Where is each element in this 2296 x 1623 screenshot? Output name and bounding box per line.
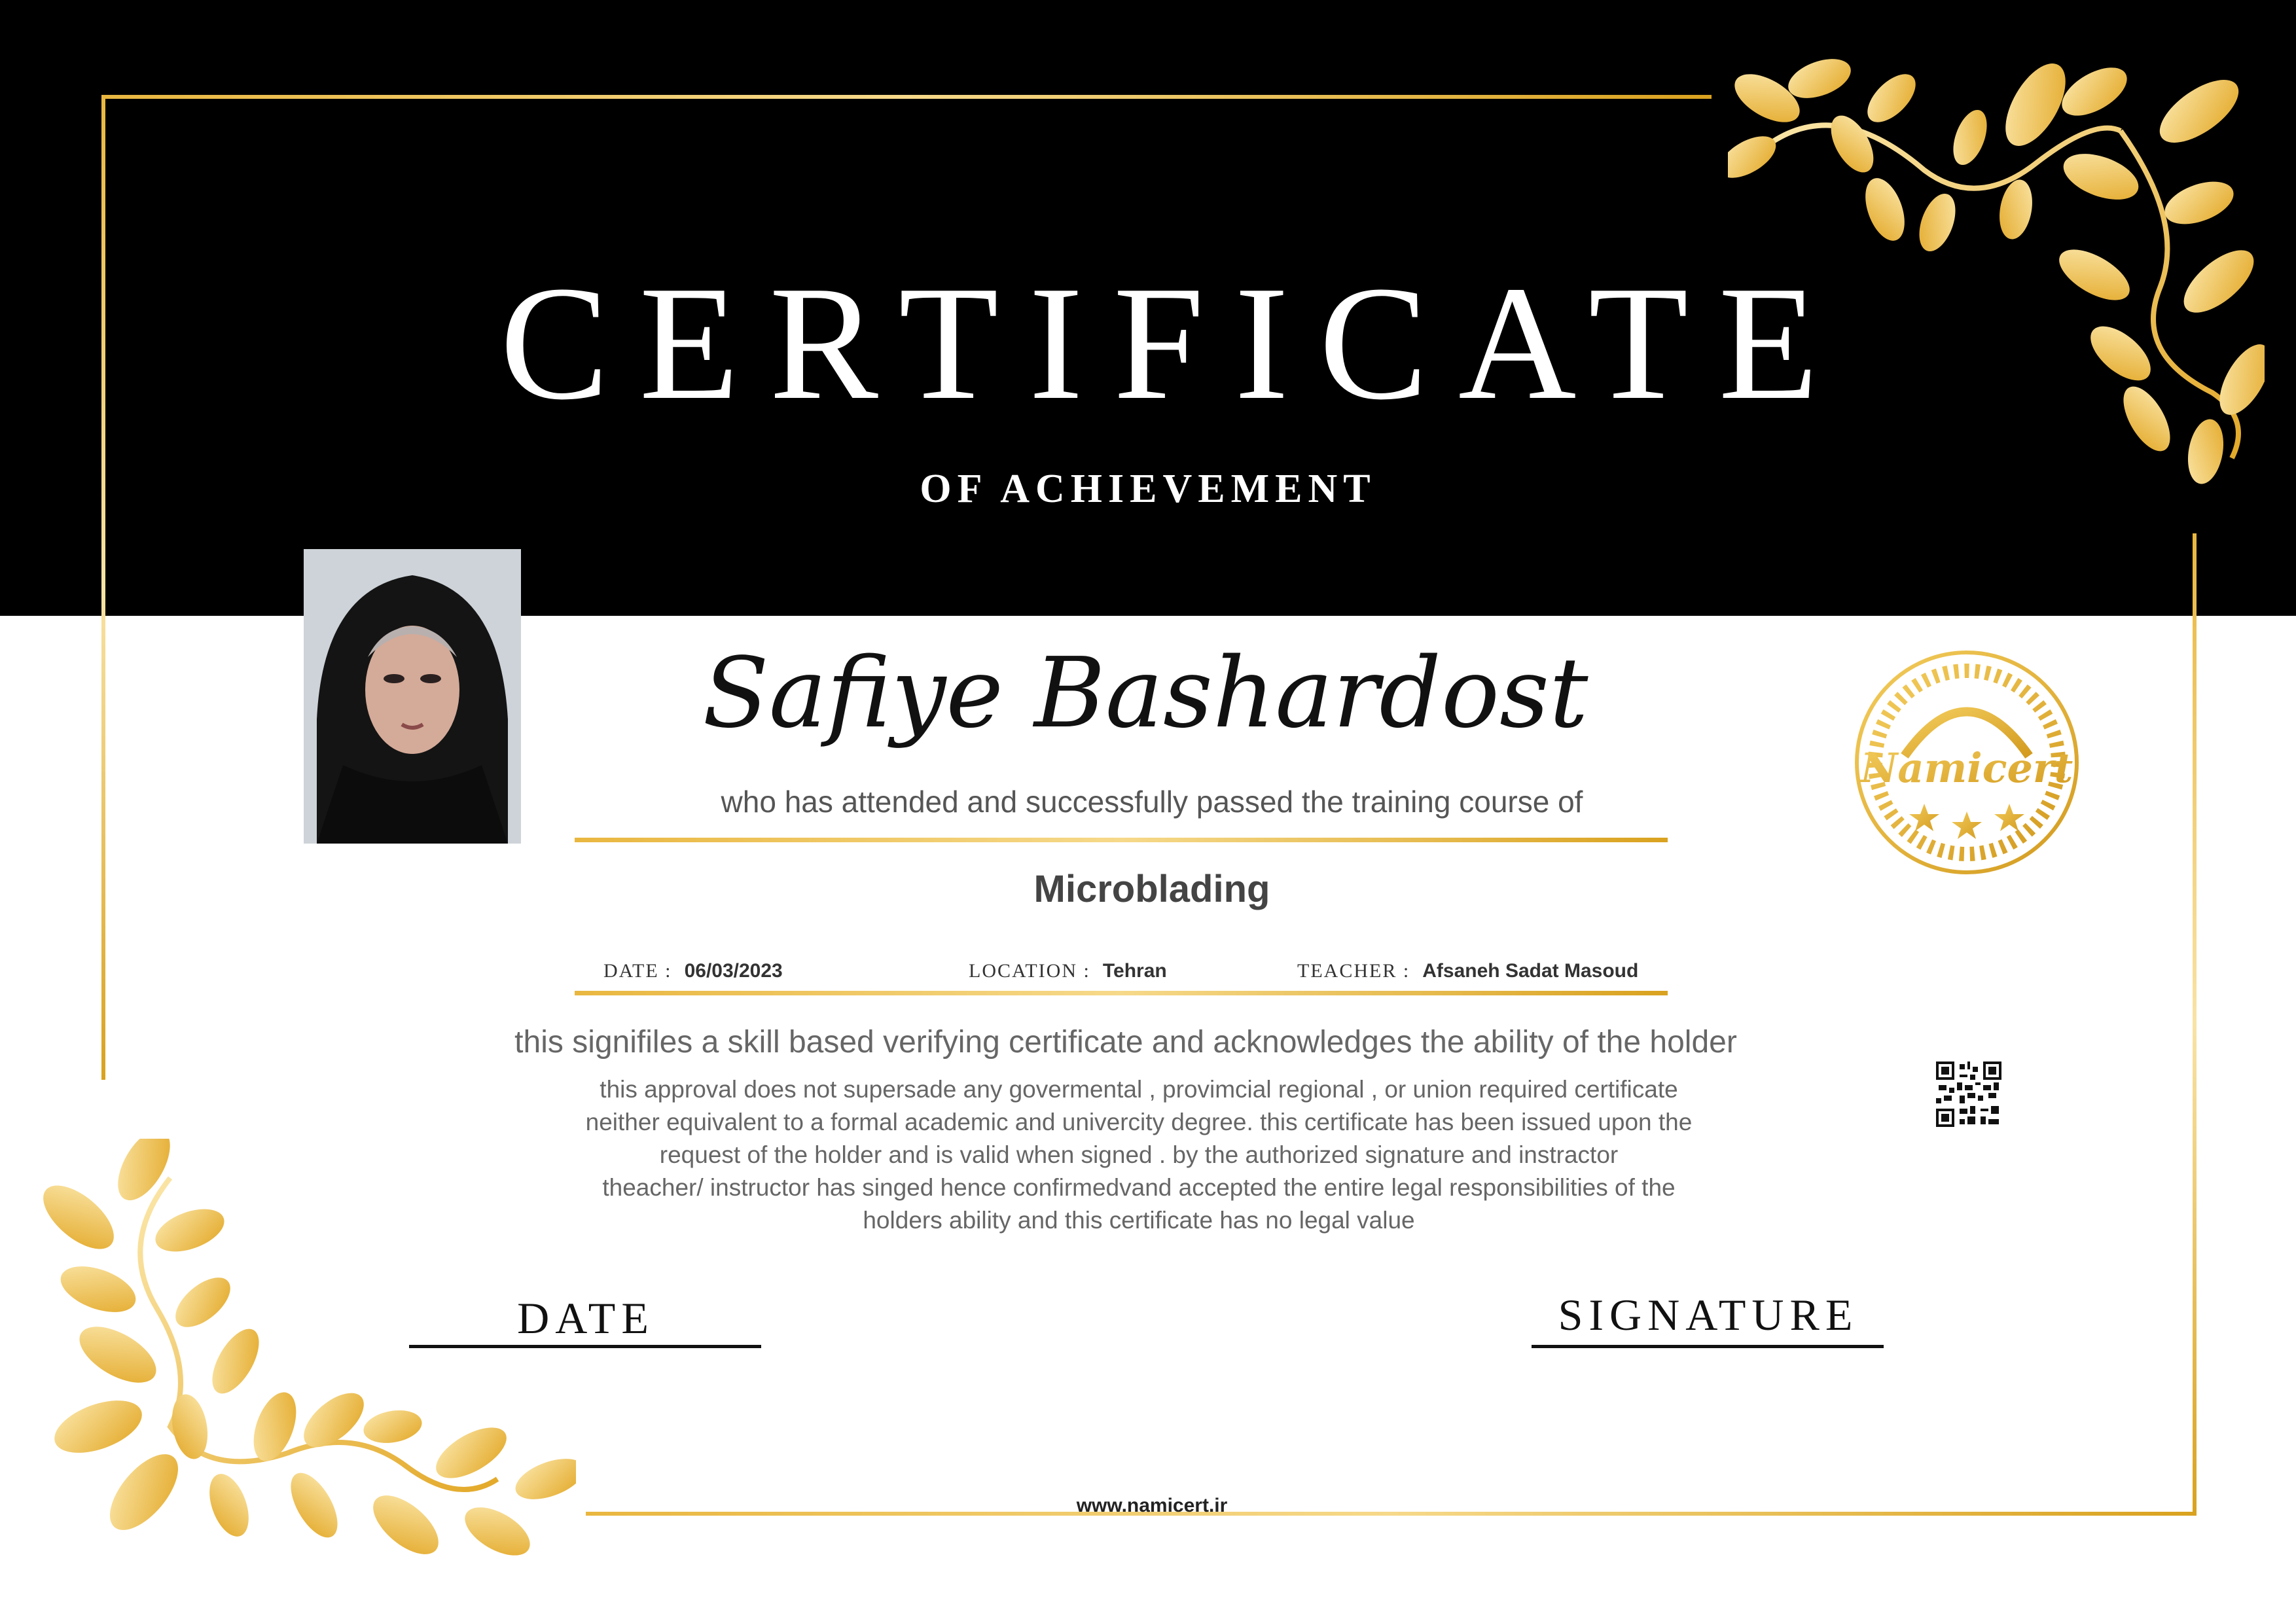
legal-line: theacher/ instructor has singed hence confirmedvand accepted the entire legal responsibilities of the — [602, 1174, 1676, 1201]
gold-leaves-icon — [39, 1139, 576, 1584]
qr-code-graphic — [1936, 1061, 2001, 1127]
holder-photo — [304, 549, 521, 844]
signature-rule — [1532, 1345, 1884, 1348]
date-value: 06/03/2023 — [684, 960, 783, 982]
qr-code-icon[interactable] — [1936, 1061, 2001, 1127]
certificate-subtitle: OF ACHIEVEMENT — [920, 467, 1376, 511]
teacher-field — [1297, 959, 1638, 982]
legal-line: request of the holder and is valid when signed . by the authorized signature and instractor — [659, 1141, 1619, 1168]
location-label: LOCATION : — [969, 960, 1090, 982]
teacher-value: Afsaneh Sadat Masoud — [1422, 960, 1639, 982]
date-field — [603, 959, 783, 982]
statement-text: this signifiles a skill based verifying certificate and acknowledges the ability of the holder — [514, 1025, 1737, 1060]
legal-line: this approval does not supersade any govermental , provimcial regional , or union required certificate — [600, 1076, 1678, 1103]
location-field — [969, 959, 1167, 982]
certificate-title: CERTIFICATE — [499, 253, 1849, 434]
recipient-name: Safiye Bashardost — [702, 637, 1588, 749]
website-link[interactable]: www.namicert.ir — [1076, 1495, 1228, 1516]
frame-left-line — [101, 95, 105, 1080]
gold-leaves-icon — [1728, 52, 2265, 497]
frame-right-line — [2193, 533, 2197, 1515]
frame-bottom-line — [586, 1512, 2197, 1516]
holder-photo-image — [304, 549, 521, 844]
seal-graphic — [1852, 648, 2081, 877]
leaves-bottom-left — [39, 1139, 576, 1584]
intro-text: who has attended and successfully passed the training course of — [721, 785, 1583, 819]
legal-line: holders ability and this certificate has no legal value — [863, 1207, 1415, 1234]
meta-underline — [575, 991, 1668, 995]
date-label: DATE : — [603, 960, 672, 982]
course-name: Microblading — [1033, 868, 1270, 910]
teacher-label: TEACHER : — [1297, 960, 1410, 982]
intro-underline — [575, 838, 1668, 842]
signature-label: SIGNATURE — [1558, 1290, 1859, 1340]
legal-line: neither equivalent to a formal academic and univercity degree. this certificate has been issued upon the — [585, 1109, 1693, 1135]
frame-top-line — [101, 95, 1712, 99]
legal-text — [497, 1073, 1780, 1237]
namicert-seal-icon — [1852, 648, 2081, 877]
leaves-top-right — [1728, 52, 2265, 497]
seal-brand-text: Namicert — [1860, 744, 2073, 792]
date-sign-label: DATE — [517, 1293, 655, 1343]
location-value: Tehran — [1102, 960, 1167, 982]
